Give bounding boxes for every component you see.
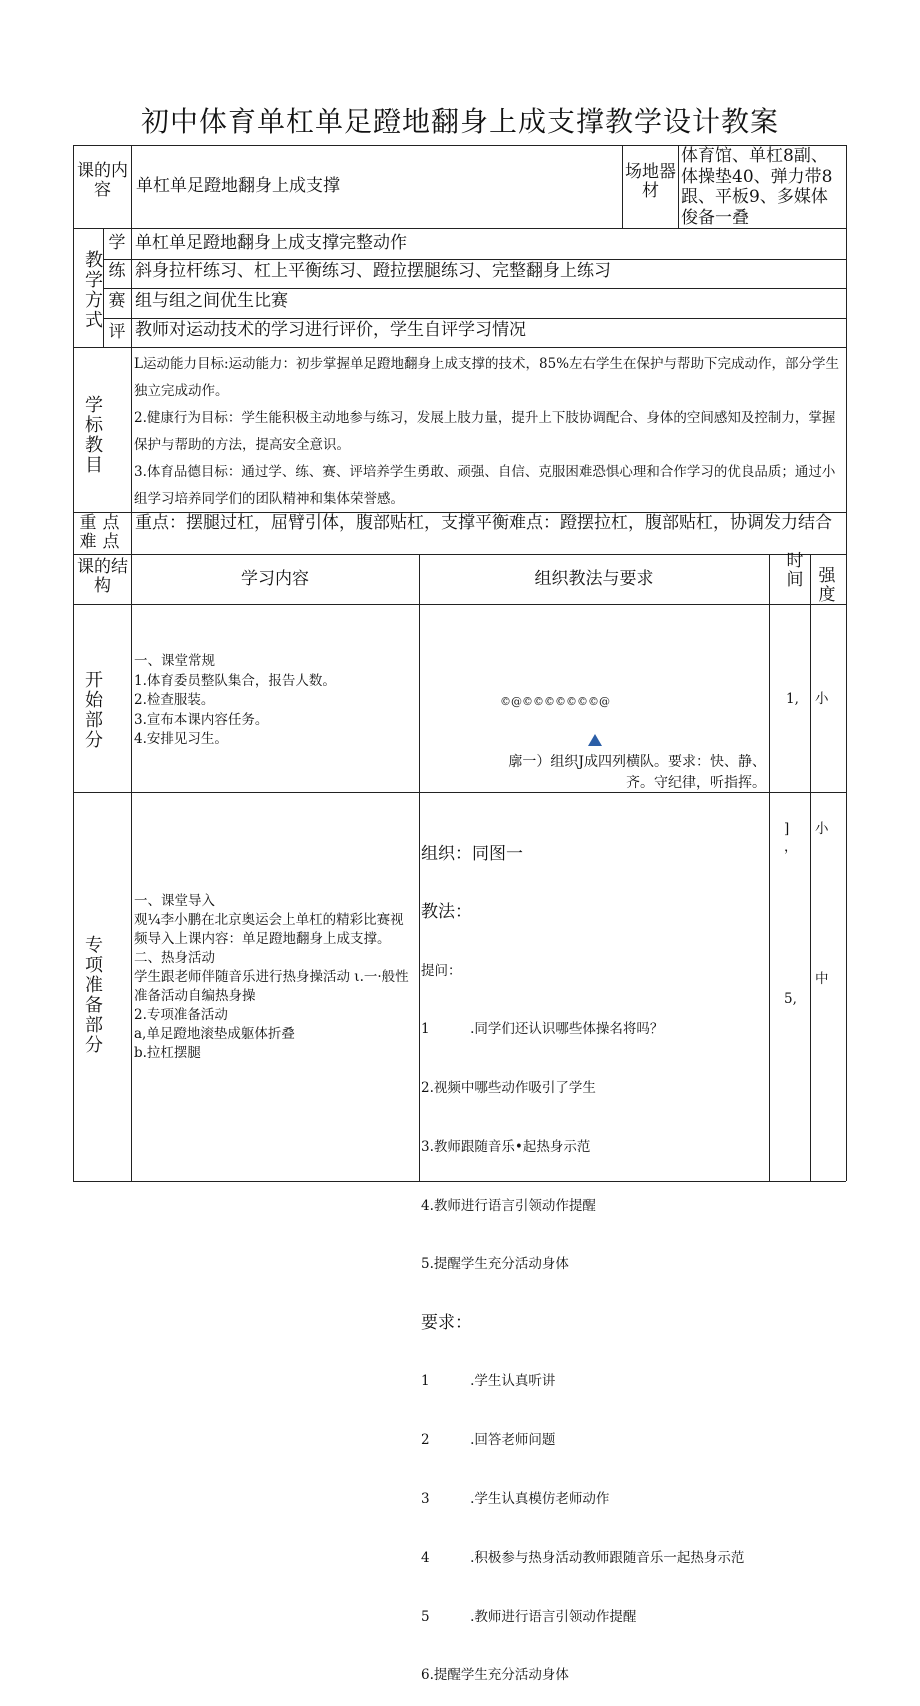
content-line: 4.安排见习生。 [134,731,228,747]
content-line: 2.检查服装。 [134,692,215,708]
method-key-practice: 练 [108,261,126,281]
method-line: 组织：同图一 [421,844,523,865]
section-prep-method [421,806,766,1706]
col-header-content: 学习内容 [241,569,309,589]
method-line: 1 .学生认真听讲 [421,1373,556,1390]
method-key-learn: 学 [108,233,126,253]
method-text-practice: 斜身拉杆练习、杠上平衡练习、蹬拉摆腿练习、完整翻身上练习 [135,261,611,281]
content-line: 3.宣布本课内容任务。 [134,711,269,728]
section-start-label: 开始部分 [82,670,103,750]
method-line: 3 .学生认真模仿老师动作 [421,1491,610,1507]
teacher-position-icon [588,734,602,746]
prep-time: 5, [784,991,797,1007]
prep-intensity-a: 小 [815,821,829,837]
objective-item: 2.健康行为目标：学生能积极主动地参与练习，发展上肢力量，提升上下肢协调配合、身体的空间感知及控制力，掌握保护与帮助的方法，提高安全意识。 [134,410,836,453]
method-key-evaluate: 评 [108,322,126,342]
col-header-time: 时间 [786,551,804,590]
start-intensity: 小 [815,691,829,707]
document-title: 初中体育单杠单足蹬地翻身上成支撑教学设计教案 [140,105,779,138]
prep-intensity-b: 中 [815,971,829,987]
content-line: b.拉杠摆腿 [134,1045,201,1061]
method-line: 4.教师进行语言引领动作提醒 [421,1197,596,1214]
col-header-method: 组织教法与要求 [534,569,654,589]
content-line: 一、课堂导入 [134,893,215,909]
content-line: 一、课堂常规 [134,653,215,669]
content-line: a,单足蹬地滚垫成躯体折叠 [134,1026,295,1042]
method-line: 教法： [421,902,472,923]
section-prep-content [134,892,414,1063]
content-line: 2.专项准备活动 [134,1007,228,1023]
start-org-text: 廓一）组织J成四列横队。要求：快、静、齐。守纪律，听指挥。 [508,754,766,791]
venue-value: 体育馆、单杠8副、体操垫40、弹力带8跟、平板9、多媒体俊备一叠 [681,146,833,228]
method-text-learn: 单杠单足蹬地翻身上成支撑完整动作 [135,233,407,253]
method-text-evaluate: 教师对运动技术的学习进行评价，学生自评学习情况 [135,320,526,340]
prep-time-mark-b: ， [784,839,798,855]
course-content-value: 单杠单足蹬地翻身上成支撑 [136,176,340,196]
objective-item: L运动能力目标:运动能力：初步掌握单足蹬地翻身上成支撑的技术，85%左右学生在保护与帮助下完成动作，部分学生独立完成动作。 [134,356,840,399]
section-start-content [134,652,414,750]
prep-time-mark-a: ] [784,821,790,837]
method-line: 4 .积极参与热身活动教师跟随音乐一起热身示范 [421,1549,745,1566]
objective-item: 3.体育品德目标：通过学、练、赛、评培养学生勇敢、顽强、自信、克服困难恐惧心理和合作学习的优良品质；通过小组学习培养同学们的团队精神和集体荣誉感。 [134,464,836,507]
method-line: 5.提醒学生充分活动身体 [421,1256,569,1273]
objectives-list [134,351,842,513]
course-content-label: 课的内容 [77,161,128,200]
col-header-intensity: 强度 [818,566,836,605]
formation-diagram: ©@©©©©©©©@ [500,695,610,708]
method-line: 1 .同学们还认识哪些体操名将吗？ [421,1021,664,1038]
method-line: 6.提醒学生充分活动身体 [421,1667,569,1684]
method-line: 2 .回答老师问题 [421,1432,556,1449]
method-line: 2.视频中哪些动作吸引了学生 [421,1080,596,1097]
objectives-label: 学标教目 [82,395,103,475]
content-line: 1.体育委员整队集合，报告人数。 [134,672,336,689]
method-line: 提问： [421,962,462,979]
method-line: 3.教师跟随音乐•起热身示范 [421,1138,591,1155]
teaching-method-label: 教学方式 [82,250,103,330]
venue-label: 场地器材 [625,162,676,201]
method-line: 5 .教师进行语言引领动作提醒 [421,1608,637,1625]
method-key-compete: 赛 [108,291,126,311]
content-line: 二、热身活动 [134,950,215,966]
content-line: 观¼李小鹏在北京奥运会上单杠的精彩比赛视频导入上课内容：单足蹬地翻身上成支撑。 [134,912,404,947]
key-points-text: 重点：摆腿过杠，屈臂引体，腹部贴杠，支撑平衡难点：蹬摆拉杠，腹部贴杠，协调发力结合 [135,513,832,533]
start-time: 1, [786,691,799,707]
content-line: 学生跟老师伴随音乐进行热身操活动 ι.一·般性准备活动自编热身操 [134,969,409,1004]
col-header-structure: 课的结构 [77,557,128,596]
method-line: 要求： [421,1313,472,1334]
method-text-compete: 组与组之间优生比赛 [135,291,288,311]
section-prep-label: 专项准备部分 [82,935,103,1055]
key-points-label: 重点难点 [79,513,126,552]
